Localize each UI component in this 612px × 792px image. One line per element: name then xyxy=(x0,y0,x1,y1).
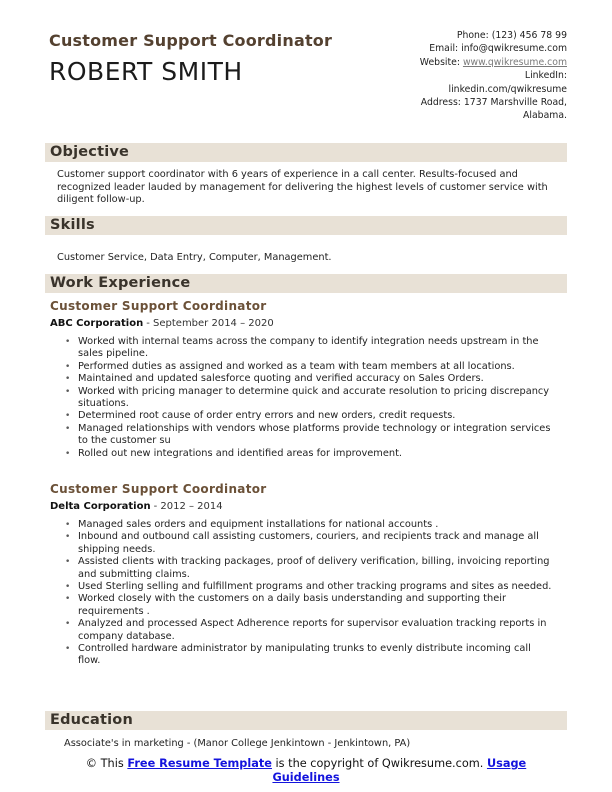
job-bullet xyxy=(65,556,552,581)
bullet-text: Worked with internal teams across the company to identify integration needs upstream in the sales pipeline. xyxy=(78,336,539,360)
job-bullet xyxy=(65,373,552,385)
job-bullet xyxy=(65,448,552,460)
footer-copyright xyxy=(0,757,612,784)
bullet-icon: • xyxy=(65,594,71,605)
bullet-icon: • xyxy=(65,386,71,397)
bullet-text: Inbound and outbound call assisting customers, couriers, and recipients track and manage all shipping needs. xyxy=(78,531,539,555)
job-bullet xyxy=(65,361,552,373)
bullet-text: Performed duties as assigned and worked as a team with team members at all locations. xyxy=(78,360,515,372)
contact-address-line1: Address: 1737 Marshville Road, xyxy=(420,97,567,109)
header-left xyxy=(49,31,332,86)
bullet-icon: • xyxy=(65,557,71,568)
contact-linkedin-label: LinkedIn: xyxy=(524,70,567,82)
bullet-text: Managed sales orders and equipment installations for national accounts . xyxy=(78,519,439,530)
objective-text: Customer support coordinator with 6 years of experience in a call center. Results-focused and recognized leader lauded by management for delivering the highest levels of customer service with diligent follow-up. xyxy=(57,169,548,205)
contact-block xyxy=(297,29,567,123)
bullet-text: Managed relationships with vendors whose platforms provide technology or integration services to the customer su xyxy=(78,422,551,447)
bullet-text: Determined root cause of order entry errors and new orders, credit requests. xyxy=(78,410,456,422)
bullet-icon: • xyxy=(65,411,71,422)
bullet-text: Maintained and updated salesforce quoting and verified accuracy on Sales Orders. xyxy=(78,373,484,385)
usage-guidelines-link[interactable]: Usage Guidelines xyxy=(272,757,527,784)
job-entry-delta-corporation xyxy=(50,482,567,668)
bullet-text: Controlled hardware administrator by manipulating trunks to evenly distribute incoming call flow. xyxy=(78,643,531,667)
job-company-line xyxy=(50,318,567,329)
bullet-text: Used Sterling selling and fulfillment programs and other tracking programs and sites as needed. xyxy=(78,581,552,593)
bullet-text: Worked closely with the customers on a daily basis understanding and supporting their requirements . xyxy=(78,593,506,617)
contact-website-label: Website: xyxy=(419,56,463,68)
job-bullet xyxy=(65,423,552,448)
job-entry-abc-corporation xyxy=(50,299,567,460)
job-bullet xyxy=(65,643,552,668)
job-bullet xyxy=(65,386,552,411)
bullet-text: Worked with pricing manager to determine quick and accurate resolution to pricing discrepancy situations. xyxy=(78,385,550,410)
job-bullet xyxy=(65,581,552,593)
job-bullet xyxy=(65,410,552,422)
bullet-icon: • xyxy=(65,520,71,530)
footer-middle: is the copyright of Qwikresume.com. xyxy=(271,757,487,770)
job-bullet xyxy=(65,519,552,531)
bullet-icon: • xyxy=(65,361,71,372)
website-link[interactable]: www.qwikresume.com xyxy=(462,56,567,68)
contact-website xyxy=(297,56,567,69)
job-bullet-list xyxy=(65,519,552,668)
company-name: ABC Corporation xyxy=(50,318,144,329)
bullet-icon: • xyxy=(65,374,71,385)
job-dates: - 2012 – 2014 xyxy=(153,501,223,512)
bullet-icon: • xyxy=(65,619,71,630)
contact-phone: Phone: (123) 456 78 99 xyxy=(456,30,567,41)
bullet-icon: • xyxy=(65,644,71,655)
job-bullet-list xyxy=(65,336,552,460)
section-header-education: Education xyxy=(45,711,567,730)
job-title: Customer Support Coordinator xyxy=(50,482,267,496)
bullet-icon: • xyxy=(65,448,71,459)
contact-address-line2: Alabama. xyxy=(523,110,567,122)
job-bullet xyxy=(65,593,552,618)
education-text: Associate's in marketing - (Manor College Jenkintown - Jenkintown, PA) xyxy=(64,738,411,749)
section-header-work-experience: Work Experience xyxy=(45,274,567,293)
section-header-skills: Skills xyxy=(45,216,567,235)
job-dates: - September 2014 – 2020 xyxy=(146,318,274,329)
bullet-text: Rolled out new integrations and identified areas for improvement. xyxy=(78,447,403,459)
candidate-name: ROBERT SMITH xyxy=(49,57,243,86)
job-bullet xyxy=(65,336,552,361)
contact-email: Email: info@qwikresume.com xyxy=(429,43,567,55)
bullet-icon: • xyxy=(65,582,71,593)
section-header-objective: Objective xyxy=(45,143,567,162)
footer-prefix: © This xyxy=(85,757,128,770)
bullet-icon: • xyxy=(65,423,71,434)
free-resume-template-link[interactable]: Free Resume Template xyxy=(127,757,272,770)
bullet-text: Assisted clients with tracking packages, proof of delivery verification, billing, invoicing reporting and submitting claims. xyxy=(78,556,550,580)
job-bullet xyxy=(65,618,552,643)
contact-linkedin-value: linkedin.com/qwikresume xyxy=(448,83,567,95)
skills-text: Customer Service, Data Entry, Computer, Management. xyxy=(57,252,332,263)
bullet-icon: • xyxy=(65,337,71,347)
job-company-line xyxy=(50,501,567,512)
company-name: Delta Corporation xyxy=(50,501,151,512)
job-title: Customer Support Coordinator xyxy=(50,299,267,313)
bullet-text: Analyzed and processed Aspect Adherence reports for supervisor evaluation tracking reports in company database. xyxy=(78,618,547,642)
document-job-title: Customer Support Coordinator xyxy=(49,31,333,50)
job-bullet xyxy=(65,531,552,556)
bullet-icon: • xyxy=(65,532,71,543)
